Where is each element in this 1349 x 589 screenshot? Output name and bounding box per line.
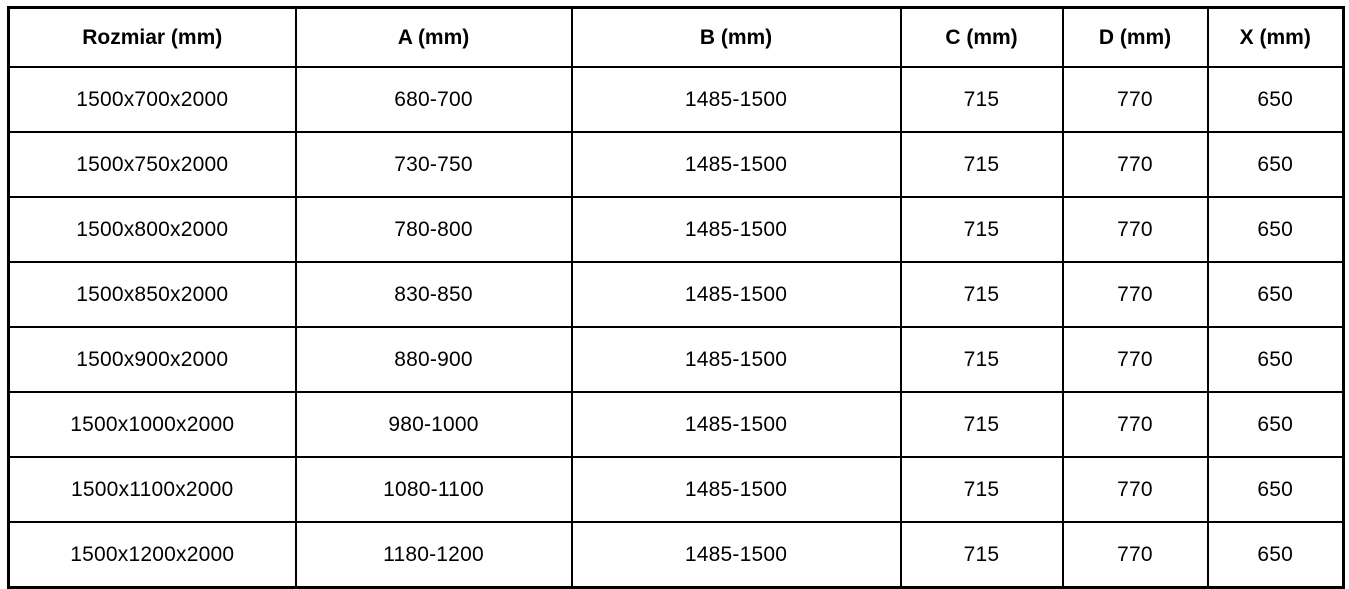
cell-b: 1485-1500 — [572, 262, 901, 327]
cell-a: 730-750 — [296, 132, 572, 197]
cell-c: 715 — [901, 327, 1063, 392]
cell-d: 770 — [1063, 197, 1208, 262]
cell-b: 1485-1500 — [572, 327, 901, 392]
cell-b: 1485-1500 — [572, 197, 901, 262]
cell-rozmiar: 1500x1100x2000 — [9, 457, 296, 522]
cell-b: 1485-1500 — [572, 67, 901, 132]
cell-rozmiar: 1500x1000x2000 — [9, 392, 296, 457]
cell-c: 715 — [901, 522, 1063, 588]
cell-b: 1485-1500 — [572, 132, 901, 197]
table-row — [9, 67, 1344, 132]
column-header-rozmiar: Rozmiar (mm) — [9, 8, 296, 68]
cell-x: 650 — [1208, 392, 1344, 457]
cell-rozmiar: 1500x1200x2000 — [9, 522, 296, 588]
cell-x: 650 — [1208, 522, 1344, 588]
size-spec-table — [7, 6, 1345, 589]
cell-a: 980-1000 — [296, 392, 572, 457]
cell-a: 780-800 — [296, 197, 572, 262]
cell-rozmiar: 1500x700x2000 — [9, 67, 296, 132]
cell-d: 770 — [1063, 522, 1208, 588]
cell-b: 1485-1500 — [572, 392, 901, 457]
cell-a: 880-900 — [296, 327, 572, 392]
cell-c: 715 — [901, 262, 1063, 327]
table-row — [9, 522, 1344, 588]
cell-d: 770 — [1063, 457, 1208, 522]
cell-d: 770 — [1063, 67, 1208, 132]
cell-x: 650 — [1208, 197, 1344, 262]
cell-a: 1180-1200 — [296, 522, 572, 588]
table-row — [9, 392, 1344, 457]
cell-c: 715 — [901, 197, 1063, 262]
cell-rozmiar: 1500x850x2000 — [9, 262, 296, 327]
column-header-b: B (mm) — [572, 8, 901, 68]
table-row — [9, 262, 1344, 327]
cell-x: 650 — [1208, 67, 1344, 132]
cell-a: 830-850 — [296, 262, 572, 327]
cell-rozmiar: 1500x900x2000 — [9, 327, 296, 392]
cell-c: 715 — [901, 132, 1063, 197]
cell-x: 650 — [1208, 132, 1344, 197]
cell-d: 770 — [1063, 392, 1208, 457]
table-row — [9, 327, 1344, 392]
table-row — [9, 457, 1344, 522]
cell-d: 770 — [1063, 327, 1208, 392]
column-header-a: A (mm) — [296, 8, 572, 68]
cell-c: 715 — [901, 67, 1063, 132]
cell-rozmiar: 1500x750x2000 — [9, 132, 296, 197]
cell-rozmiar: 1500x800x2000 — [9, 197, 296, 262]
cell-b: 1485-1500 — [572, 457, 901, 522]
cell-x: 650 — [1208, 262, 1344, 327]
cell-b: 1485-1500 — [572, 522, 901, 588]
cell-c: 715 — [901, 392, 1063, 457]
table-header-row — [9, 8, 1344, 68]
cell-d: 770 — [1063, 262, 1208, 327]
table-row — [9, 132, 1344, 197]
cell-x: 650 — [1208, 327, 1344, 392]
table-row — [9, 197, 1344, 262]
column-header-c: C (mm) — [901, 8, 1063, 68]
cell-x: 650 — [1208, 457, 1344, 522]
cell-a: 680-700 — [296, 67, 572, 132]
cell-a: 1080-1100 — [296, 457, 572, 522]
column-header-x: X (mm) — [1208, 8, 1344, 68]
cell-d: 770 — [1063, 132, 1208, 197]
cell-c: 715 — [901, 457, 1063, 522]
column-header-d: D (mm) — [1063, 8, 1208, 68]
